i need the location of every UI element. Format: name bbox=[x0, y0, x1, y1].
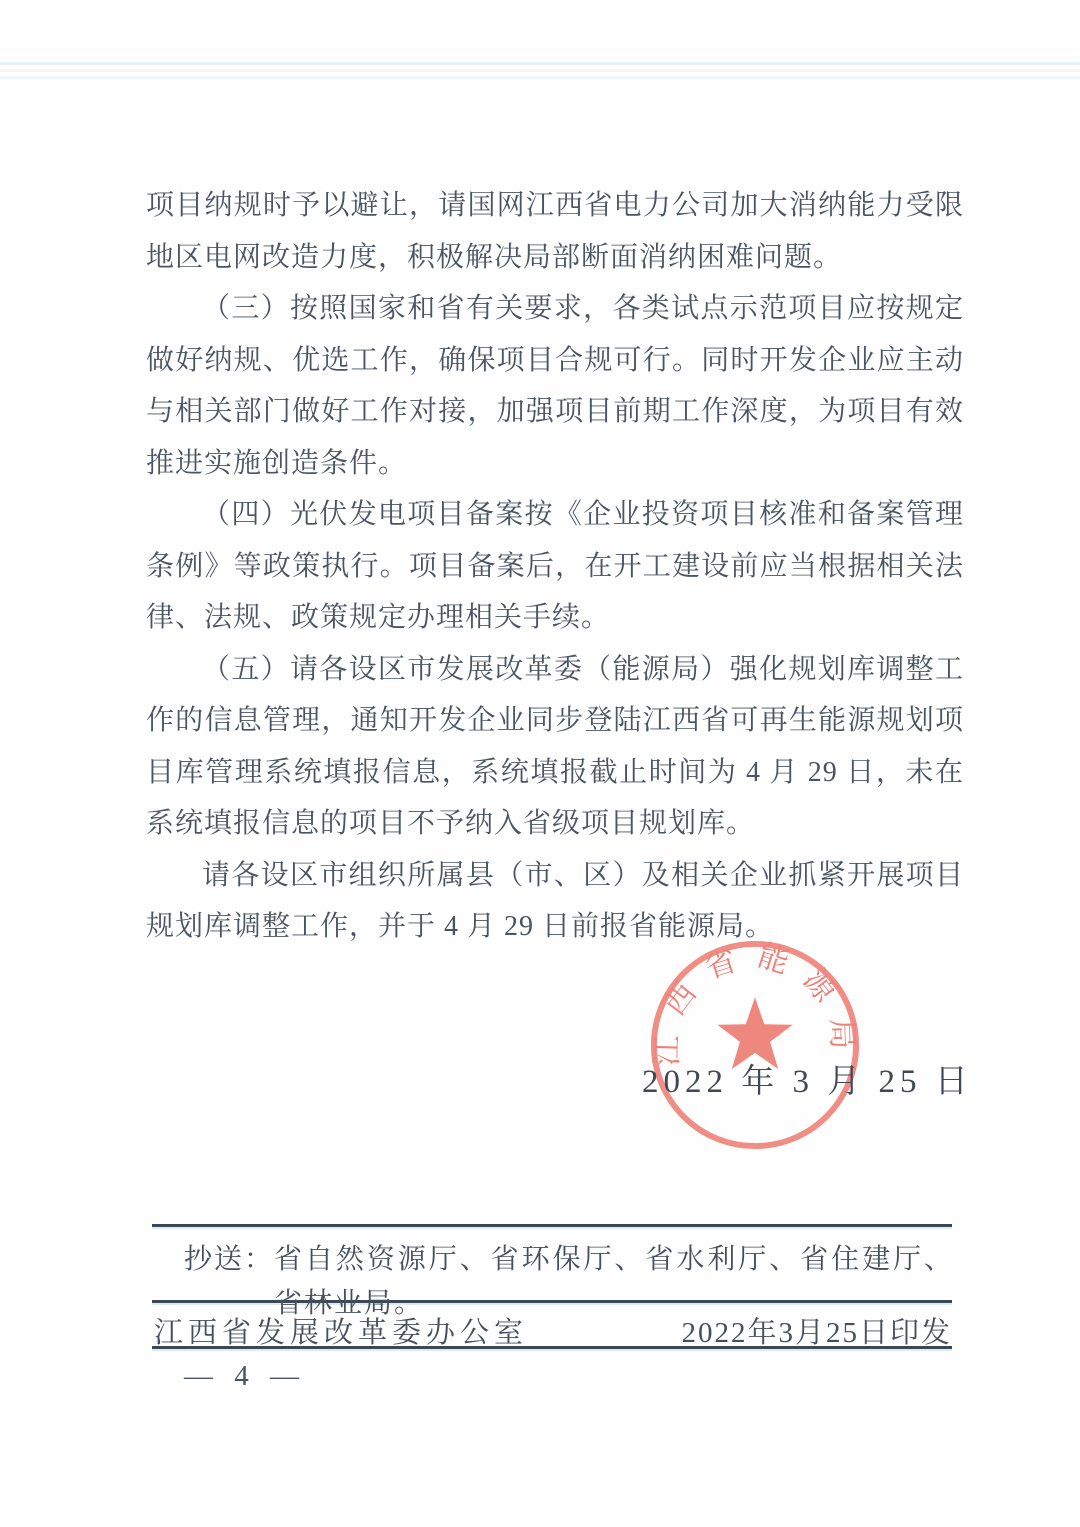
issuing-office: 江西省发展改革委办公室 bbox=[154, 1317, 529, 1349]
document-body bbox=[146, 180, 964, 953]
cc-label: 抄送： bbox=[184, 1244, 275, 1275]
imprint-row bbox=[154, 1310, 952, 1351]
scan-artifact-line bbox=[0, 69, 1080, 72]
footer-divider-top bbox=[152, 1224, 952, 1227]
paragraph-item-5: （五）请各设区市发展改革委（能源局）强化规划库调整工作的信息管理，通知开发企业同步登陆江西省可再生能源规划项目库管理系统填报信息，系统填报截止时间为 4 月 29 日，未在系统填报信息的项目不予纳入省级项目规划库。 bbox=[146, 653, 964, 839]
print-date: 2022年3月25日印发 bbox=[681, 1317, 952, 1349]
paragraph-continuation: 项目纳规时予以避让，请国网江西省电力公司加大消纳能力受限地区电网改造力度，积极解决局部断面消纳困难问题。 bbox=[146, 190, 964, 273]
official-seal bbox=[646, 936, 864, 1154]
paragraph-item-4: （四）光伏发电项目备案按《企业投资项目核准和备案管理条例》等政策执行。项目备案后，在开工建设前应当根据相关法律、法规、政策规定办理相关手续。 bbox=[146, 499, 964, 633]
cc-recipient-list: 省自然资源厅、省环保厅、省水利厅、省住建厅、省林业局。 bbox=[274, 1244, 954, 1319]
scan-artifact-line bbox=[0, 76, 1080, 79]
scan-artifact-line bbox=[0, 62, 1080, 65]
signature-date: 2022 年 3 月 25 日 bbox=[642, 1064, 973, 1100]
paragraph-closing: 请各设区市组织所属县（市、区）及相关企业抓紧开展项目规划库调整工作，并于 4 月 29 日前报省能源局。 bbox=[146, 859, 964, 942]
page-number: — 4 — bbox=[184, 1360, 306, 1392]
seal-text: 江西省能源局 bbox=[650, 938, 860, 1067]
paragraph-item-3: （三）按照国家和省有关要求，各类试点示范项目应按规定做好纳规、优选工作，确保项目合规可行。同时开发企业应主动与相关部门做好工作对接，加强项目前期工作深度，为项目有效推进实施创造条件。 bbox=[146, 293, 964, 479]
